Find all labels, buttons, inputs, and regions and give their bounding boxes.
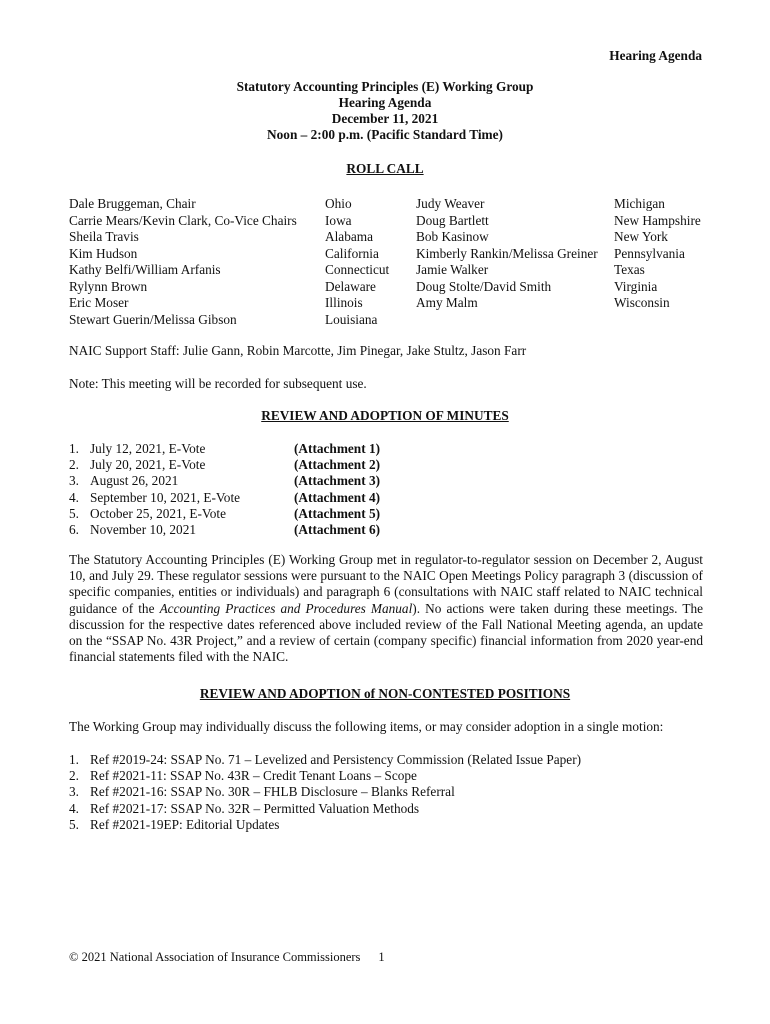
- member-state: Wisconsin: [614, 295, 670, 310]
- item-number: 1.: [69, 752, 79, 767]
- member-state: California: [325, 245, 379, 261]
- member-state: Alabama: [325, 229, 373, 244]
- member-state: Pennsylvania: [614, 245, 685, 261]
- roll-call-heading: ROLL CALL: [346, 161, 424, 176]
- page-number: 1: [378, 950, 385, 964]
- manual-title: Accounting Practices and Procedures Manual: [159, 600, 413, 616]
- member-name: Stewart Guerin/Melissa Gibson: [69, 311, 237, 327]
- member-name: Jamie Walker: [416, 262, 489, 277]
- item-text: July 20, 2021, E-Vote: [90, 457, 206, 473]
- member-state: Illinois: [325, 295, 363, 310]
- roll-call-right-names: [416, 196, 598, 312]
- roll-call-right-states: [614, 196, 701, 312]
- item-text: Ref #2021-17: SSAP No. 32R – Permitted Valuation Methods: [90, 800, 420, 816]
- member-state: Texas: [614, 262, 645, 277]
- member-name: Amy Malm: [416, 295, 478, 310]
- item-number: 1.: [69, 441, 79, 456]
- attachment-ref: (Attachment 6): [294, 521, 381, 537]
- member-name: Kim Hudson: [69, 245, 138, 261]
- member-name: Carrie Mears/Kevin Clark, Co-Vice Chairs: [69, 212, 297, 228]
- member-state: Ohio: [325, 196, 352, 211]
- attachment-ref: (Attachment 2): [294, 457, 381, 473]
- member-state: Delaware: [325, 278, 376, 294]
- member-name: Doug Bartlett: [416, 212, 489, 228]
- minutes-heading: REVIEW AND ADOPTION OF MINUTES: [261, 408, 509, 423]
- item-text: Ref #2021-16: SSAP No. 30R – FHLB Disclosure – Blanks Referral: [90, 784, 455, 800]
- member-state: Michigan: [614, 196, 665, 211]
- regulator-session-paragraph: [69, 552, 703, 665]
- member-name: Kimberly Rankin/Melissa Greiner: [416, 245, 598, 261]
- member-name: Judy Weaver: [416, 196, 485, 211]
- attachment-ref: (Attachment 4): [294, 489, 381, 505]
- item-text: Ref #2019-24: SSAP No. 71 – Levelized and Persistency Commission (Related Issue Paper): [90, 752, 582, 767]
- copyright-notice: © 2021 National Association of Insurance Commissioners: [69, 950, 361, 964]
- member-state: Louisiana: [325, 311, 378, 327]
- title-line: Hearing Agenda: [338, 95, 432, 110]
- member-name: Doug Stolte/David Smith: [416, 278, 552, 294]
- item-number: 3.: [69, 784, 79, 800]
- item-number: 6.: [69, 521, 79, 537]
- attachment-ref: (Attachment 1): [294, 441, 381, 456]
- item-text: September 10, 2021, E-Vote: [90, 489, 241, 505]
- title-block: [0, 79, 770, 143]
- item-number: 5.: [69, 816, 79, 832]
- item-number: 4.: [69, 800, 79, 816]
- title-line: December 11, 2021: [331, 111, 439, 126]
- item-text: Ref #2021-19EP: Editorial Updates: [90, 816, 280, 832]
- member-state: New Hampshire: [614, 212, 701, 228]
- title-line: Statutory Accounting Principles (E) Working Group: [236, 79, 534, 94]
- non-contested-heading: REVIEW AND ADOPTION of NON-CONTESTED POSITIONS: [199, 686, 571, 701]
- item-number: 5.: [69, 505, 79, 521]
- item-number: 2.: [69, 768, 79, 784]
- member-state: Virginia: [614, 278, 658, 294]
- member-state: Connecticut: [325, 262, 390, 277]
- roll-call-left-names: [69, 196, 297, 328]
- item-number: 2.: [69, 457, 79, 473]
- title-line: Noon – 2:00 p.m. (Pacific Standard Time): [267, 127, 503, 142]
- attachment-ref: (Attachment 5): [294, 505, 381, 521]
- recording-note: Note: This meeting will be recorded for subsequent use.: [69, 376, 367, 391]
- member-name: Rylynn Brown: [69, 278, 148, 294]
- member-name: Dale Bruggeman, Chair: [69, 196, 196, 211]
- paragraph-text: ). No actions were taken during these meetings. The discussion for the respective dates referenced above included review of the Fall National Meeting agenda, an update on the “SSAP No. 43R Project,” and a review of certain (company specific) financial information from 2020 year-end financial statements filed with the NAIC.: [69, 600, 704, 665]
- item-text: Ref #2021-11: SSAP No. 43R – Credit Tenant Loans – Scope: [90, 768, 417, 784]
- member-name: Bob Kasinow: [416, 229, 489, 244]
- item-number: 3.: [69, 473, 79, 489]
- attachment-ref: (Attachment 3): [294, 473, 381, 489]
- non-contested-intro: The Working Group may individually discuss the following items, or may consider adoption in a single motion:: [69, 719, 664, 734]
- member-name: Sheila Travis: [69, 229, 139, 244]
- member-state: New York: [614, 229, 668, 244]
- item-text: July 12, 2021, E-Vote: [90, 441, 206, 456]
- item-text: August 26, 2021: [90, 473, 179, 489]
- item-number: 4.: [69, 489, 79, 505]
- header-tag: Hearing Agenda: [609, 48, 702, 63]
- roll-call-left-states: [325, 196, 389, 328]
- member-name: Eric Moser: [69, 295, 129, 310]
- page-footer: [69, 949, 385, 965]
- item-text: November 10, 2021: [90, 521, 196, 537]
- support-staff-line: NAIC Support Staff: Julie Gann, Robin Marcotte, Jim Pinegar, Jake Stultz, Jason Farr: [69, 343, 527, 358]
- member-name: Kathy Belfi/William Arfanis: [69, 262, 221, 277]
- paragraph-text: The Statutory Accounting Principles (E) Working Group met in regulator-to-regulator session on December 2, August 10, and July 29. These regulator sessions were pursuant to the NAIC Open Meetings Policy paragraph 3 (discussion of specific companies, entities or individuals) and paragraph 6 (consultations with NAIC staff related to NAIC technical guidance of the: [69, 552, 703, 616]
- item-text: October 25, 2021, E-Vote: [90, 505, 227, 521]
- member-state: Iowa: [325, 212, 352, 228]
